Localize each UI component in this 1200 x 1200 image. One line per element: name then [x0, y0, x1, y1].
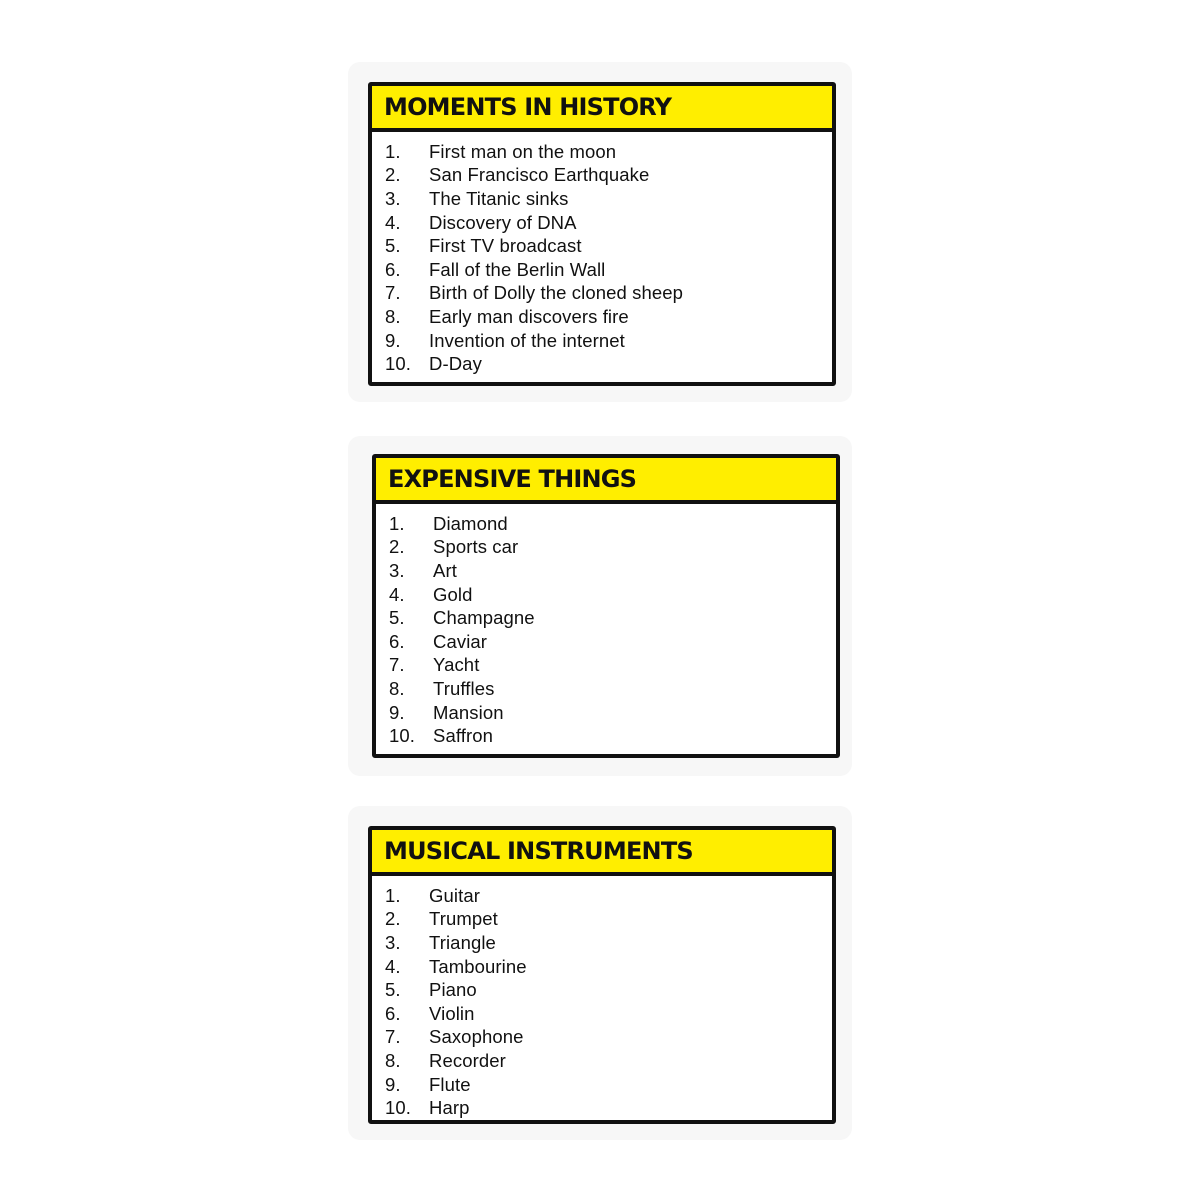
card-frame: [372, 454, 840, 758]
list-item: [389, 536, 836, 560]
item-text: Violin: [429, 1002, 475, 1024]
list-item: [389, 559, 836, 583]
list-item: [385, 955, 832, 979]
list-item: [389, 606, 836, 630]
item-number: 10.: [385, 1097, 412, 1119]
item-text: Diamond: [433, 512, 508, 534]
item-list: [376, 504, 836, 748]
item-text: Guitar: [429, 884, 480, 906]
item-number: 3.: [389, 559, 405, 581]
card-frame: [368, 826, 836, 1124]
item-number: 3.: [385, 187, 401, 209]
list-item: [389, 654, 836, 678]
item-number: 5.: [385, 235, 401, 257]
list-item: [385, 1026, 832, 1050]
item-text: Art: [433, 559, 457, 581]
item-text: Flute: [429, 1073, 471, 1095]
list-item: [385, 258, 832, 282]
item-text: Gold: [433, 583, 473, 605]
item-text: D-Day: [429, 353, 482, 375]
list-item: [385, 305, 832, 329]
list-item: [385, 1096, 832, 1120]
item-number: 4.: [389, 583, 405, 605]
item-number: 8.: [389, 677, 405, 699]
list-item: [389, 724, 836, 748]
item-list: [372, 876, 832, 1120]
card-title: MOMENTS IN HISTORY: [384, 93, 672, 121]
item-number: 10.: [385, 353, 412, 375]
item-text: First TV broadcast: [429, 235, 582, 257]
list-item: [385, 187, 832, 211]
item-number: 1.: [385, 884, 401, 906]
item-text: Saffron: [433, 725, 494, 747]
list-item: [385, 352, 832, 376]
item-text: Discovery of DNA: [429, 211, 577, 233]
item-list: [372, 132, 832, 376]
item-text: Early man discovers fire: [429, 305, 629, 327]
item-number: 7.: [389, 654, 405, 676]
list-item: [385, 978, 832, 1002]
card-title: MUSICAL INSTRUMENTS: [384, 837, 693, 865]
item-text: Harp: [429, 1097, 470, 1119]
list-item: [385, 329, 832, 353]
item-text: Yacht: [433, 654, 480, 676]
list-item: [385, 140, 832, 164]
list-item: [389, 630, 836, 654]
item-number: 6.: [385, 258, 401, 280]
item-number: 6.: [385, 1002, 401, 1024]
item-text: Saxophone: [429, 1026, 524, 1048]
item-text: Recorder: [429, 1049, 506, 1071]
list-item: [389, 583, 836, 607]
item-text: Tambourine: [429, 955, 527, 977]
list-item: [385, 908, 832, 932]
card-header: [376, 458, 836, 504]
item-text: Invention of the internet: [429, 329, 625, 351]
item-text: Caviar: [433, 630, 488, 652]
item-number: 5.: [385, 979, 401, 1001]
item-text: The Titanic sinks: [429, 187, 569, 209]
list-item: [389, 701, 836, 725]
list-item: [385, 282, 832, 306]
item-text: Champagne: [433, 607, 535, 629]
item-number: 2.: [385, 908, 401, 930]
card-header: [372, 830, 832, 876]
list-item: [385, 1049, 832, 1073]
card-expensive-things: [348, 436, 852, 776]
item-text: Piano: [429, 979, 477, 1001]
item-text: First man on the moon: [429, 140, 617, 162]
list-item: [385, 211, 832, 235]
card-musical-instruments: [348, 806, 852, 1140]
item-text: Mansion: [433, 701, 504, 723]
item-number: 9.: [385, 329, 401, 351]
list-item: [385, 931, 832, 955]
item-number: 5.: [389, 607, 405, 629]
item-number: 2.: [389, 536, 405, 558]
item-number: 4.: [385, 211, 401, 233]
item-number: 7.: [385, 1026, 401, 1048]
list-item: [385, 234, 832, 258]
list-item: [385, 1002, 832, 1026]
item-number: 2.: [385, 164, 401, 186]
card-moments-in-history: [348, 62, 852, 402]
item-text: Trumpet: [429, 908, 498, 930]
item-text: San Francisco Earthquake: [429, 164, 650, 186]
item-text: Birth of Dolly the cloned sheep: [429, 282, 684, 304]
list-item: [385, 1073, 832, 1097]
item-number: 8.: [385, 1049, 401, 1071]
list-item: [389, 677, 836, 701]
card-frame: [368, 82, 836, 386]
item-number: 8.: [385, 305, 401, 327]
item-text: Fall of the Berlin Wall: [429, 258, 606, 280]
item-text: Triangle: [429, 931, 496, 953]
item-number: 9.: [389, 701, 405, 723]
list-item: [385, 164, 832, 188]
item-number: 10.: [389, 725, 416, 747]
item-number: 6.: [389, 630, 405, 652]
list-item: [385, 884, 832, 908]
item-text: Sports car: [433, 536, 519, 558]
card-title: EXPENSIVE THINGS: [388, 465, 637, 493]
card-header: [372, 86, 832, 132]
item-text: Truffles: [433, 677, 495, 699]
list-item: [389, 512, 836, 536]
item-number: 7.: [385, 282, 401, 304]
item-number: 3.: [385, 931, 401, 953]
item-number: 1.: [385, 140, 401, 162]
item-number: 9.: [385, 1073, 401, 1095]
item-number: 4.: [385, 955, 401, 977]
item-number: 1.: [389, 512, 405, 534]
